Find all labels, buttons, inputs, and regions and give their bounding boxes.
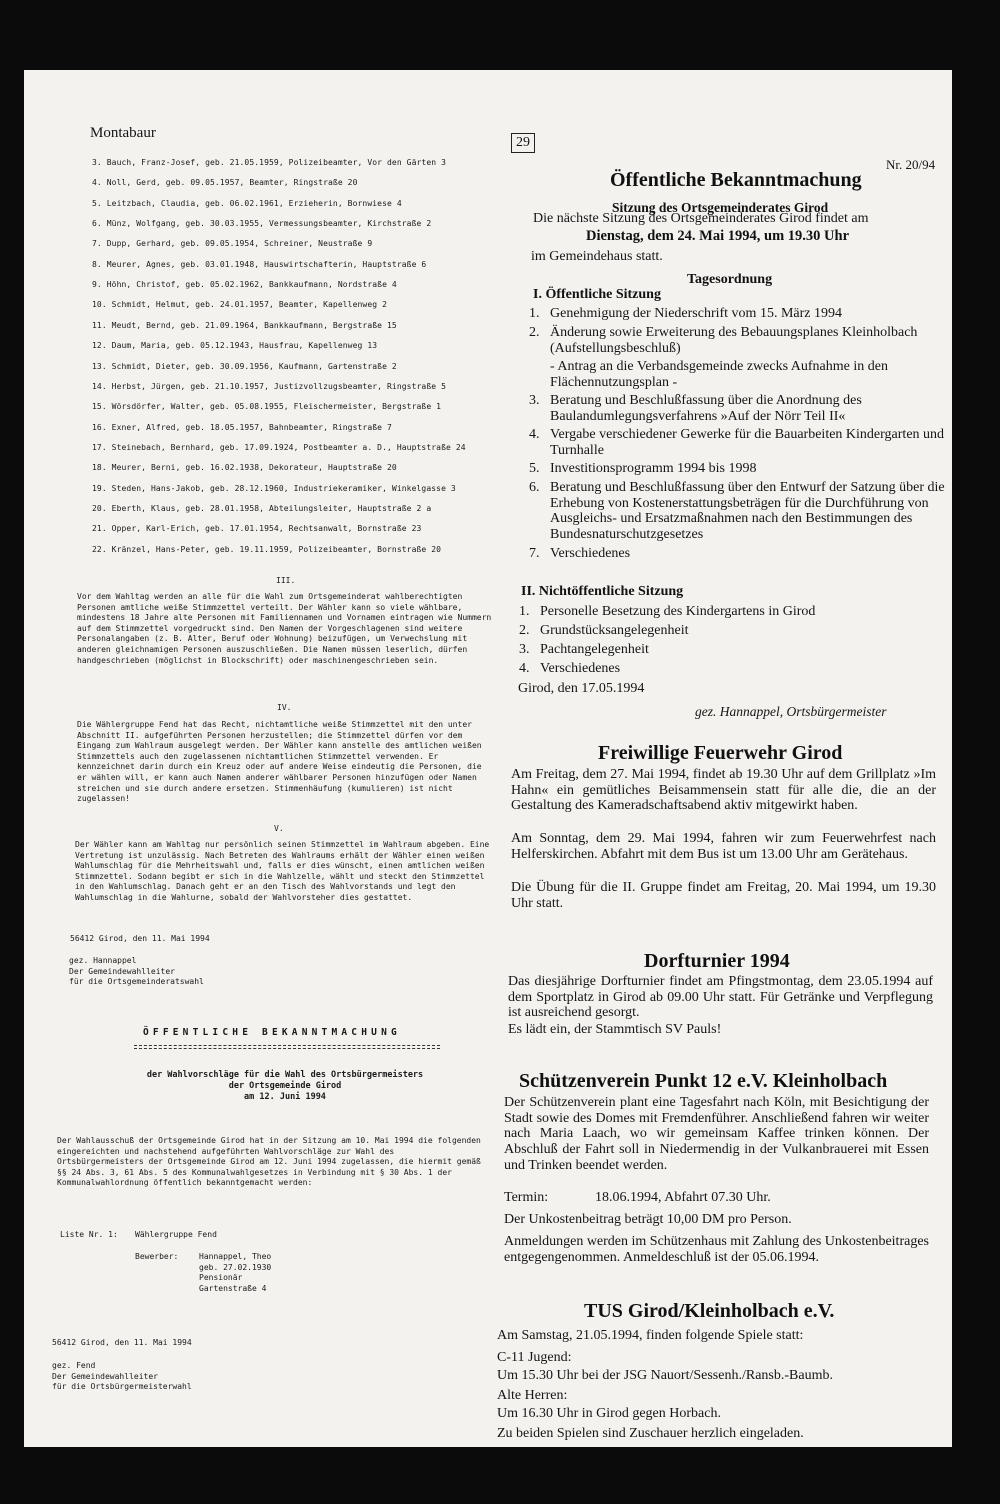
public-agenda-item (529, 359, 947, 390)
newspaper-page (24, 70, 952, 1447)
ob-subtitle: Sitzung des Ortsgemeinderates Girod (612, 200, 829, 215)
ob-place: im Gemeindehaus statt. (531, 249, 663, 264)
private-agenda-item (519, 642, 939, 658)
tus-closing: Zu beiden Spielen sind Zuschauer herzlich eingeladen. (497, 1426, 804, 1441)
candidate-row: 3. Bauch, Franz-Josef, geb. 21.05.1959, Polizeibeamter, Vor den Gärten 3 (92, 158, 446, 167)
bewerber-value: Hannappel, Theo geb. 27.02.1930 Pensionär Gartenstraße 4 (199, 1252, 272, 1293)
public-agenda-item-number: 2. (529, 325, 540, 340)
private-agenda-item (519, 604, 939, 620)
tus-ah-label: Alte Herren: (497, 1388, 568, 1403)
bek-title-underline (134, 1045, 440, 1046)
ob-title: Öffentliche Bekanntmachung (610, 169, 862, 191)
candidate-row: 10. Schmidt, Helmut, geb. 24.01.1957, Beamter, Kapellenweg 2 (92, 300, 387, 310)
public-agenda-item-text: Beratung und Beschlußfassung über die Anordnung des Baulandumlegungsverfahrens »Auf der Nörr Teil II« (550, 393, 862, 424)
signature-2: gez. Fend Der Gemeindewahlleiter für die Ortsbürgermeisterwahl (52, 1361, 192, 1392)
public-agenda-item-text: Verschiedenes (550, 546, 631, 561)
signature-1: gez. Hannappel Der Gemeindewahlleiter für die Ortsgemeinderatswahl (69, 956, 204, 987)
candidate-row: 20. Eberth, Klaus, geb. 28.01.1958, Abteilungsleiter, Hauptstraße 2 a (92, 503, 432, 513)
sv-termin-value: 18.06.1994, Abfahrt 07.30 Uhr. (595, 1190, 771, 1205)
public-agenda-item-text: Genehmigung der Niederschrift vom 15. März 1994 (550, 306, 842, 321)
public-agenda-item-number: 3. (529, 393, 540, 408)
liste-label: Liste Nr. 1: (60, 1230, 118, 1239)
public-agenda-item (529, 461, 947, 477)
ff-paragraph-2: Am Sonntag, dem 29. Mai 1994, fahren wir zum Feuerwehrfest nach Helferskirchen. Abfahrt mit dem Bus ist um 13.00 Uhr am Gerätehaus. (511, 831, 936, 862)
public-agenda-item-text: Änderung sowie Erweiterung des Bebauungsplanes Kleinholbach (Aufstellungsbeschluß) (550, 325, 918, 356)
public-agenda-item-number: 7. (529, 546, 540, 561)
ob-intro: Die nächste Sitzung des Ortsgemeinderates Girod findet am (533, 211, 869, 226)
dt-paragraph-2: Es lädt ein, der Stammtisch SV Pauls! (508, 1022, 722, 1037)
tus-c11-label: C-11 Jugend: (497, 1350, 572, 1365)
candidate-row: 16. Exner, Alfred, geb. 18.05.1957, Bahnbeamter, Ringstraße 7 (92, 422, 392, 432)
header-place: Montabaur (90, 125, 156, 141)
ff-title: Freiwillige Feuerwehr Girod (598, 742, 843, 764)
private-agenda-item-text: Grundstücksangelegenheit (540, 623, 689, 638)
public-agenda-item (529, 393, 947, 424)
public-agenda-item-text: Beratung und Beschlußfassung über den Entwurf der Satzung über die Erhebung von Kostenerstattungsbeträgen für die Durchführung von Ausgleichs- und Ersatzmaßnahmen nach den Bestimmungen des Bundesnaturschutzgesetzes (550, 480, 945, 543)
candidate-row: 12. Daum, Maria, geb. 05.12.1943, Hausfrau, Kapellenweg 13 (92, 341, 378, 351)
candidate-row: 5. Leitzbach, Claudia, geb. 06.02.1961, Erzieherin, Bornwiese 4 (92, 198, 402, 208)
candidate-row: 6. Münz, Wolfgang, geb. 30.03.1955, Vermessungsbeamter, Kirchstraße 2 (92, 219, 432, 229)
private-session-title: II. Nichtöffentliche Sitzung (521, 584, 684, 599)
public-session-title: I. Öffentliche Sitzung (533, 287, 661, 302)
date-line-1: 56412 Girod, den 11. Mai 1994 (70, 934, 210, 943)
private-agenda-item-text: Pachtangelegenheit (540, 642, 649, 657)
date-line-2: 56412 Girod, den 11. Mai 1994 (52, 1338, 192, 1347)
public-agenda-item (529, 546, 947, 562)
section-iii-text: Vor dem Wahltag werden an alle für die Wahl zum Ortsgemeinderat wahlberechtigten Personen amtliche weiße Stimmzettel verteilt. Der Wähler kann so viele wählbare, mindestens 18 Jahre alte Personen mit Familiennamen und Vornamen eintragen wie Nummern auf dem Stimmzettel vorgedruckt sind. Den Namen der Vorgeschlagenen sind weitere Personalangaben (z. B. Alter, Beruf oder Wohnung) beizufügen, um Verwechslung mit anderen gleichnamigen Personen auszuschließen. Die Namen müssen leserlich, dürfen handgeschrieben (möglichst in Blockschrift) oder maschinengeschrieben sein. (77, 592, 492, 665)
liste-value: Wählergruppe Fend (135, 1230, 217, 1239)
candidate-row: 14. Herbst, Jürgen, geb. 21.10.1957, Justizvollzugsbeamter, Ringstraße 5 (92, 381, 446, 391)
candidate-row: 21. Opper, Karl-Erich, geb. 17.01.1954, Rechtsanwalt, Bornstraße 23 (92, 524, 422, 534)
section-v-title: V. (274, 824, 284, 833)
scan-edge-right (952, 0, 966, 1504)
candidate-row: 7. Dupp, Gerhard, geb. 09.05.1954, Schreiner, Neustraße 9 (92, 239, 373, 249)
sv-paragraph-2: Der Unkostenbeitrag beträgt 10,00 DM pro Person. (504, 1212, 792, 1227)
section-iii-title: III. (276, 576, 296, 585)
ff-paragraph-1: Am Freitag, dem 27. Mai 1994, findet ab 19.30 Uhr auf dem Grillplatz »Im Hahn« ein gemütliches Beisammensein statt für alle die, die an der Gestaltung des Kameradschaftsabend aktiv mitgewirkt haben. (511, 767, 936, 814)
private-agenda-item-text: Personelle Besetzung des Kindergartens in Girod (540, 604, 816, 619)
private-agenda-item (519, 623, 939, 639)
public-agenda-item-text: Vergabe verschiedener Gewerke für die Bauarbeiten Kindergarten und Turnhalle (550, 427, 945, 458)
private-agenda-item-number: 2. (519, 623, 530, 638)
bek-text: Der Wahlausschuß der Ortsgemeinde Girod hat in der Sitzung am 10. Mai 1994 die folgenden eingereichten und nachstehend aufgeführten Wahlvorschläge zur Wahl des Ortsbürgermeisters der Ortsgemeinde Girod am 12. Juni 1994 zugelassen, die hiermit gemäß §§ 24 Abs. 3, 61 Abs. 5 des Kommunalwahlgesetzes in Verbindung mit § 30 Abs. 1 der Kommunalwahlordnung öffentlich bekanntgemacht werden: (57, 1136, 481, 1188)
public-agenda-item-text: - Antrag an die Verbandsgemeinde zwecks Aufnahme in den Flächennutzungsplan - (550, 359, 888, 390)
ob-signature: gez. Hannappel, Ortsbürgermeister (695, 704, 887, 719)
candidate-row: 22. Kränzel, Hans-Peter, geb. 19.11.1959, Polizeibeamter, Bornstraße 20 (92, 544, 442, 554)
dt-paragraph-1: Das diesjährige Dorfturnier findet am Pfingstmontag, dem 23.05.1994 auf dem Sportplatz in Girod ab 09.00 Uhr statt. Für Getränke und Verpflegung ist ausreichend gesorgt. (508, 974, 933, 1021)
candidate-row: 4. Noll, Gerd, geb. 09.05.1957, Beamter, Ringstraße 20 (92, 178, 358, 188)
ob-date-line: Girod, den 17.05.1994 (518, 681, 645, 696)
candidate-row: 11. Meudt, Bernd, geb. 21.09.1964, Bankkaufmann, Bergstraße 15 (92, 320, 397, 330)
ob-date: Dienstag, dem 24. Mai 1994, um 19.30 Uhr (586, 228, 850, 244)
public-agenda-item (529, 306, 947, 322)
public-agenda-item-text: Investitionsprogramm 1994 bis 1998 (550, 461, 757, 476)
sv-paragraph-1: Der Schützenverein plant eine Tagesfahrt nach Köln, mit Besichtigung der Stadt sowie des Domes mit Fremdenführer. Anschließend fahren wir weiter nach Maria Laach, wo wir gemeinsam Kaffee trinken können. Der Abschluß der Fahrt soll in Niedermendig in der Vulkanbrauerei mit Essen und Trinken beendet werden. (504, 1095, 929, 1173)
public-agenda-item-number: 5. (529, 461, 540, 476)
public-agenda-item (529, 325, 947, 356)
tus-ah-text: Um 16.30 Uhr in Girod gegen Horbach. (497, 1406, 721, 1421)
private-agenda-item-text: Verschiedenes (540, 661, 621, 676)
private-agenda-item-number: 3. (519, 642, 530, 657)
section-iv-text: Die Wählergruppe Fend hat das Recht, nichtamtliche weiße Stimmzettel mit den unter Abschnitt II. aufgeführten Personen herzustellen; die Stimmzettel dürfen vor dem Eingang zum Wahlraum ausgelegt werden. Der Wähler kann anstelle des amtlichen weißen Stimmzettels auch den zugelassenen nichtamtlichen Stimmzettel verwenden. Er kennzeichnet darin durch ein Kreuz oder auf andere Weise eindeutig die Personen, die er wählen will, er kann auch Namen anderer wählbarer Personen hinzufügen oder Namen streichen und sie durch andere ersetzen. Stimmenhäufung (kumulieren) ist nicht zugelassen! (77, 720, 482, 804)
candidate-row: 13. Schmidt, Dieter, geb. 30.09.1956, Kaufmann, Gartenstraße 2 (92, 361, 397, 371)
agenda-title: Tagesordnung (687, 272, 773, 287)
public-agenda-item (529, 480, 947, 543)
public-agenda-item-number: 1. (529, 306, 540, 321)
bek-title-underline-2 (134, 1048, 440, 1049)
sv-termin-label: Termin: (504, 1190, 549, 1205)
page-number: 29 (511, 133, 535, 153)
private-agenda-item (519, 661, 939, 677)
public-agenda-item-number: 6. (529, 480, 540, 495)
section-v-text: Der Wähler kann am Wahltag nur persönlich seinen Stimmzettel im Wahlraum abgeben. Eine Vertretung ist unzulässig. Nach Betreten des Wahlraums erhält der Wähler einen weißen Wahlumschlag für die Mehrheitswahl und, falls er dies wünscht, einen amtlichen weißen Stimmzettel. Sodann begibt er sich in die Wahlzelle, wählt und steckt den Stimmzettel in den Wahlumschlag. Danach geht er an den Tisch des Wahlvorstands und legt den Wahlumschlag in die Wahlurne, sobald der Wahlvorsteher dies gestattet. (75, 840, 490, 902)
bek-subtitle: der Wahlvorschläge für die Wahl des Ortsbürgermeisters der Ortsgemeinde Girod am 12. Juni 1994 (146, 1070, 424, 1102)
candidate-row: 9. Höhn, Christof, geb. 05.02.1962, Bankkaufmann, Nordstraße 4 (92, 280, 397, 290)
tus-title: TUS Girod/Kleinholbach e.V. (584, 1300, 835, 1322)
issue-number: Nr. 20/94 (886, 157, 936, 172)
dt-title: Dorfturnier 1994 (644, 950, 790, 972)
public-agenda-item-number: 4. (529, 427, 540, 442)
candidate-row: 18. Meurer, Berni, geb. 16.02.1938, Dekorateur, Hauptstraße 20 (92, 463, 397, 473)
candidate-row: 19. Steden, Hans-Jakob, geb. 28.12.1960, Industriekeramiker, Winkelgasse 3 (92, 483, 456, 493)
public-agenda-item (529, 427, 947, 458)
tus-paragraph-1: Am Samstag, 21.05.1994, finden folgende Spiele statt: (497, 1328, 804, 1343)
sv-paragraph-3: Anmeldungen werden im Schützenhaus mit Zahlung des Unkostenbeitrages entgegengenommen. Anmeldeschluß ist der 05.06.1994. (504, 1234, 929, 1265)
candidate-row: 17. Steinebach, Bernhard, geb. 17.09.1924, Postbeamter a. D., Hauptstraße 24 (92, 442, 466, 452)
private-agenda-item-number: 4. (519, 661, 530, 676)
candidate-row: 8. Meurer, Agnes, geb. 03.01.1948, Hauswirtschafterin, Hauptstraße 6 (92, 259, 427, 269)
bewerber-label: Bewerber: (135, 1252, 179, 1261)
sv-title: Schützenverein Punkt 12 e.V. Kleinholbach (519, 1070, 888, 1092)
ff-paragraph-3: Die Übung für die II. Gruppe findet am Freitag, 20. Mai 1994, um 19.30 Uhr statt. (511, 880, 936, 911)
tus-c11-text: Um 15.30 Uhr bei der JSG Nauort/Sessenh./Ransb.-Baumb. (497, 1368, 833, 1383)
candidate-row: 15. Wörsdörfer, Walter, geb. 05.08.1955, Fleischermeister, Bergstraße 1 (92, 402, 442, 412)
bek-title: ÖFFENTLICHE BEKANNTMACHUNG (143, 1027, 401, 1038)
section-iv-title: IV. (277, 703, 292, 712)
private-agenda-item-number: 1. (519, 604, 530, 619)
